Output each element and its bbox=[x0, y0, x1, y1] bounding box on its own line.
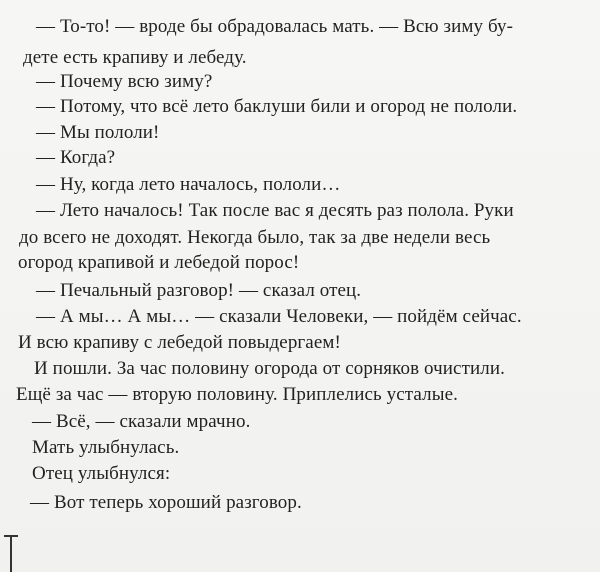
text-line: Отец улыбнулся: bbox=[32, 463, 171, 484]
text-line: — То-то! — вроде бы обрадовалась мать. — Всю зиму бу- bbox=[36, 16, 514, 37]
text-line: Ещё за час — вторую половину. Приплелись усталые. bbox=[16, 384, 458, 405]
corner-mark bbox=[4, 535, 18, 572]
text-line: огород крапивой и лебедой порос! bbox=[18, 252, 300, 273]
text-line: — Вот теперь хороший разговор. bbox=[30, 492, 302, 513]
text-line: — Ну, когда лето началось, пололи… bbox=[36, 174, 341, 195]
text-line: — Лето началось! Так после вас я десять раз полола. Руки bbox=[36, 200, 514, 221]
text-line: И пошли. За час половину огорода от сорняков очистили. bbox=[34, 358, 505, 379]
text-line: — Когда? bbox=[36, 147, 116, 168]
text-line: И всю крапиву с лебедой повыдергаем! bbox=[18, 332, 341, 353]
text-line: Мать улыбнулась. bbox=[32, 437, 180, 458]
text-line: до всего не доходят. Некогда было, так за две недели весь bbox=[19, 227, 491, 248]
text-line: — Печальный разговор! — сказал отец. bbox=[36, 280, 362, 301]
text-line: — Мы пололи! bbox=[36, 122, 160, 143]
text-line: — А мы… А мы… — сказали Человеки, — пойдём сейчас. bbox=[36, 306, 522, 327]
text-line: — Потому, что всё лето баклуши били и огород не пололи. bbox=[36, 96, 518, 117]
text-line: — Всё, — сказали мрачно. bbox=[32, 411, 251, 432]
text-line: — Почему всю зиму? bbox=[36, 71, 213, 92]
text-line: дете есть крапиву и лебеду. bbox=[23, 47, 247, 68]
